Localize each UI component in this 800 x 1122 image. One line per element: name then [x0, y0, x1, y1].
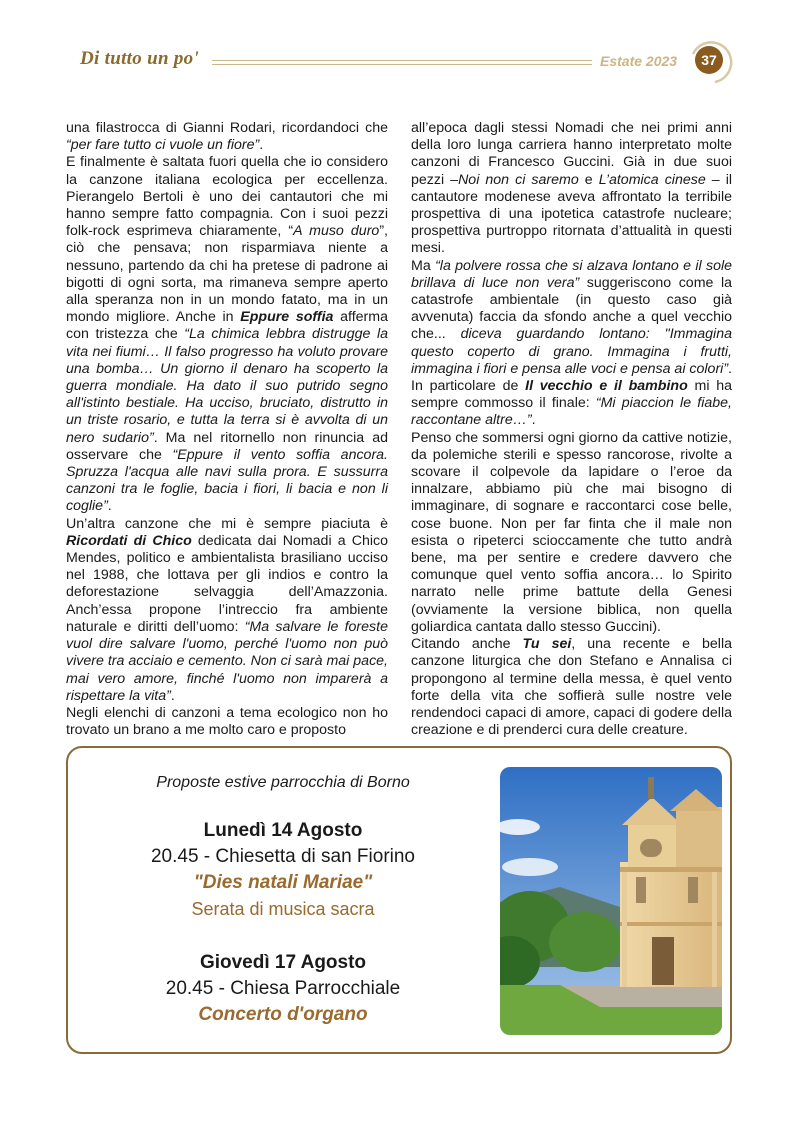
emphasis-text: Eppure soffia	[240, 309, 334, 326]
body-text: all’epoca dagli stessi Nomadi che nei primi anni della loro lunga carriera hanno interpretato molte canzoni di Francesco Guccini. Già in due suoi pezzi –	[411, 120, 732, 188]
paragraph	[66, 516, 388, 705]
body-text: .	[259, 137, 264, 154]
body-text: dedicata dai Nomadi a Chico Mendes, politico e ambientalista brasiliano ucciso nel 1988, che lottava per gli indios e contro la deforestazione selvaggia dell’Amazzonia. Anch’essa propone l’intreccio fra ambiente naturale e diritti dell’uomo:	[66, 532, 389, 635]
body-text: E finalmente è saltata fuori quella che io considero la canzone italiana ecologica per eccellenza. Pierangelo Bertoli è uno dei cantautori che mi hanno sempre fatto compagnia. Con i suoi pezzi folk-rock esprimeva chiaramente, “	[66, 154, 388, 240]
paragraph	[411, 258, 732, 430]
event-date: Lunedì 14 Agosto	[203, 820, 363, 841]
page-header	[0, 0, 800, 100]
body-text: .	[170, 687, 175, 704]
church-illustration	[500, 767, 722, 1035]
body-text: una filastrocca di Gianni Rodari, ricordandoci che	[66, 120, 388, 136]
body-text: mi ha sempre commosso il finale:	[411, 378, 733, 412]
event-date: Giovedì 17 Agosto	[199, 952, 367, 973]
body-text: . Ma nel ritornello non rinuncia ad osservare che	[66, 429, 388, 463]
body-text: .	[107, 498, 112, 515]
events-intro: Proposte estive parrocchia di Borno	[156, 774, 410, 791]
body-text: Penso che sommersi ogni giorno da cattive notizie, da polemiche sterili e spesso rancorose, rivolte a scovare il colpevole da lapidare o l’eroe da innalzare, abbiamo più che mai bisogno di immaginare, di sognare e raccontarci cose belle, cose buone. Non per far finta che il male non esista o ripeterci scioccamente che tutto andrà bene, ma per sentire e credere davvero che comunque quel vento soffia ancora… lo Spirito narrato nelle prime battute della Genesi (ovviamente la versione biblica, non quella goliardica cantata dallo stesso Guccini).	[411, 429, 732, 635]
body-text: Ma	[411, 257, 436, 274]
emphasis-text: Noi non ci saremo	[458, 171, 579, 188]
emphasis-text: A muso duro	[293, 223, 380, 240]
emphasis-text: Ricordati di Chico	[66, 532, 192, 549]
emphasis-text: Tu sei	[522, 636, 572, 653]
emphasis-text: diceva guardando lontano: "Immagina questo coperto di grano. Immagina i frutti, immagina i fiori e pensa alle voci e pensa ai colori”	[411, 326, 732, 377]
paragraph	[66, 705, 388, 739]
body-text: . In particolare de	[411, 360, 732, 395]
body-text: ”, ciò che pensava; non risparmiava niente a nessuno, partendo da chi ha pretese di padrone ai bigotti di ogni sorta, ma rimaneva sempre aperto alla speranza non in un mondo fatato, ma in un mondo migliore. Anche in	[66, 223, 388, 326]
events-list	[66, 766, 500, 1028]
article-column-right	[411, 120, 732, 739]
emphasis-text: “Ma salvare le foreste vuol dire salvare l'uomo, perché l'uomo non può vivere tra acciaio e cemento. Non ci sarà mai pace, mai vero amore, finché l'uomo non imparerà a rispettare la vita”	[66, 618, 388, 704]
paragraph	[66, 120, 388, 154]
emphasis-text: “Eppure il vento soffia ancora. Spruzza l'acqua alle navi sulla prora. E sussurra canzoni tra le foglie, bacia i fiori, li bacia e non li coglie”	[66, 446, 388, 515]
body-text: – il cantautore modenese aveva affrontato la terribile prospettiva di una ipotetica catastrofe nucleare; prospettiva purtroppo ritornata d’attualità in questi mesi.	[411, 171, 733, 257]
magazine-title: Di tutto un po'	[80, 48, 200, 69]
emphasis-text: “la polvere rossa che si alzava lontano e il sole brillava di luce non vera”	[411, 257, 732, 291]
body-text: Un’altra canzone che mi è sempre piaciuta è	[66, 515, 388, 532]
body-text: afferma con tristezza che	[66, 309, 388, 343]
header-rule	[212, 60, 592, 68]
emphasis-text: “per fare tutto ci vuole un fiore”	[66, 137, 260, 154]
emphasis-text: Il vecchio e il bambino	[525, 378, 688, 395]
emphasis-text: L’atomica cinese	[598, 171, 706, 188]
body-text: Citando anche	[411, 636, 523, 653]
body-text: .	[531, 412, 536, 429]
event-title: Concerto d'organo	[198, 1004, 368, 1025]
paragraph	[411, 430, 732, 636]
paragraph	[66, 154, 388, 515]
event-time-place: 20.45 - Chiesa Parrocchiale	[165, 978, 401, 999]
emphasis-text: “La chimica lebbra distrugge la vita nei fiumi… Il falso progresso ha voluto provare una bomba… Un giorno il denaro ha scoperto la guerra mondiale. Ha dato il suo putrido segno all'istinto bestiale. Ha ucciso, bruciato, distrutto in un triste rosario, e tutta la terra si è avvolta di un nero sudario”	[66, 326, 388, 446]
event-time-place: 20.45 - Chiesetta di san Fiorino	[150, 846, 416, 867]
page-number-badge: 37	[695, 46, 723, 74]
body-text: Negli elenchi di canzoni a tema ecologico non ho trovato un brano a me molto caro e proposto	[66, 704, 388, 739]
body-text: , una recente e bella canzone liturgica che don Stefano e Annalisa ci propongono al termine della messa, è quel vento forte della vita che soffierà sulle nostre vele rendendoci capaci di amore, capaci di godere della creazione e di prenderci cura delle creature.	[411, 636, 732, 739]
paragraph	[411, 636, 732, 739]
article-column-left	[66, 120, 388, 739]
emphasis-text: “Mi piaccion le fiabe, raccontane altre…”	[411, 395, 733, 429]
paragraph	[411, 120, 732, 258]
event-title: "Dies natali Mariae"	[193, 872, 373, 893]
event-subtitle: Serata di musica sacra	[191, 899, 375, 919]
church-photo	[500, 767, 722, 1035]
issue-label: Estate 2023	[600, 53, 678, 69]
body-text: suggeriscono come la catastrofe ambientale (in questo caso già avvenuta) faccia da sfondo anche a quel vecchio che...	[411, 274, 732, 343]
body-text: e	[578, 171, 599, 188]
